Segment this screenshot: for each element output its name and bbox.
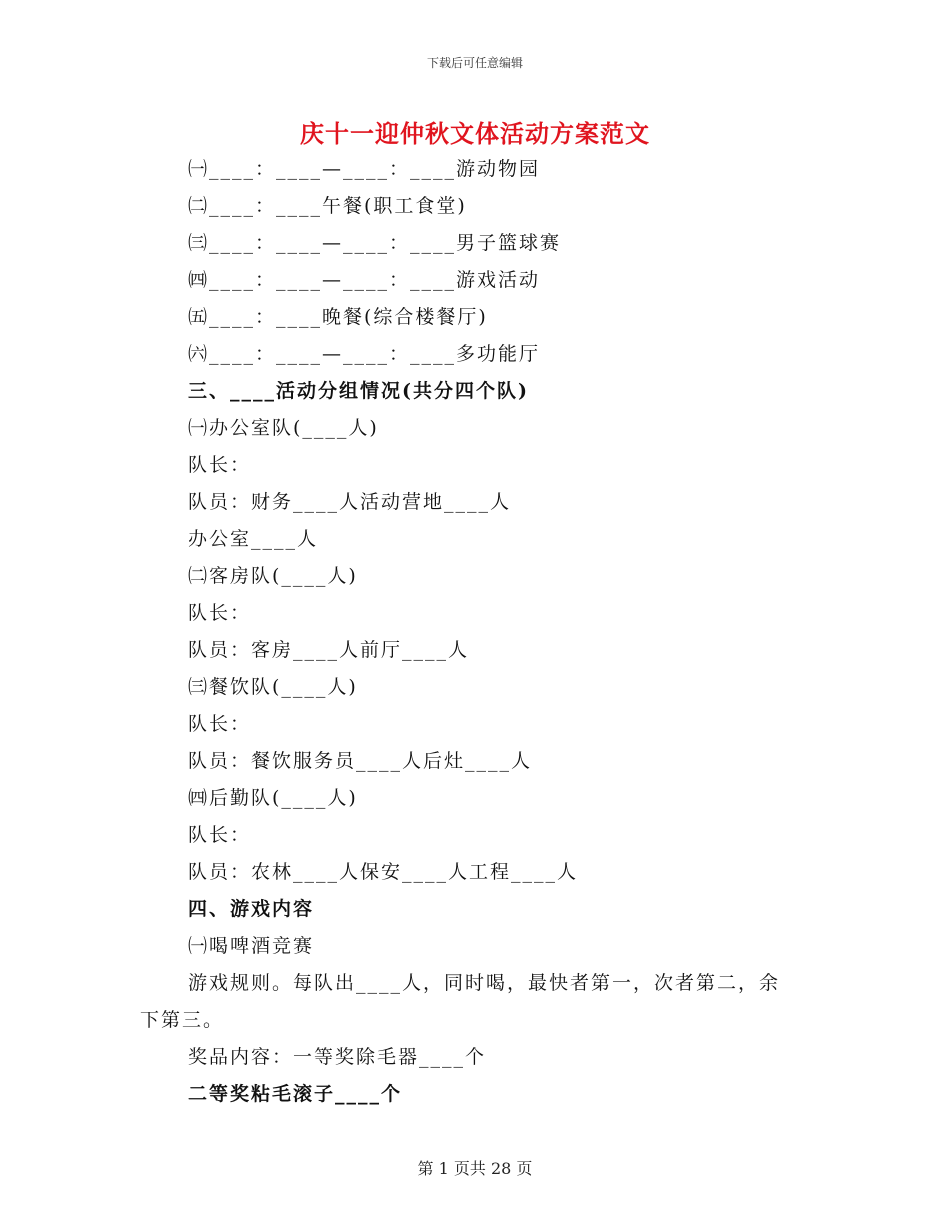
body-line: ㈢餐饮队(____人): [188, 676, 358, 698]
body-line: ㈠____：____—____：____游动物园: [188, 158, 541, 180]
body-line: 队员：农林____人保安____人工程____人: [188, 861, 579, 883]
body-line: 办公室____人: [188, 528, 319, 550]
body-line: 队长：: [188, 454, 252, 476]
body-line: ㈠喝啤酒竞赛: [188, 935, 315, 957]
body-line: 队长：: [188, 602, 252, 624]
section-heading: 二等奖粘毛滚子____个: [188, 1083, 403, 1105]
body-line: ㈠办公室队(____人): [188, 417, 379, 439]
body-line: ㈥____：____—____：____多功能厅: [188, 343, 541, 365]
document-title: 庆十一迎仲秋文体活动方案范文: [300, 119, 650, 148]
body-line: 队员：餐饮服务员____人后灶____人: [188, 750, 533, 772]
body-line: ㈣____：____—____：____游戏活动: [188, 269, 541, 291]
body-line: ㈢____：____—____：____男子篮球赛: [188, 232, 562, 254]
body-line: ㈡____：____午餐(职工食堂): [188, 195, 467, 217]
section-heading: 三、____活动分组情况(共分四个队): [188, 380, 529, 402]
body-line: 队员：财务____人活动营地____人: [188, 491, 512, 513]
body-line: 队长：: [188, 713, 252, 735]
body-line: 奖品内容：一等奖除毛器____个: [188, 1046, 487, 1068]
section-heading: 四、游戏内容: [188, 898, 315, 920]
body-line: 队员：客房____人前厅____人: [188, 639, 470, 661]
body-line: ㈣后勤队(____人): [188, 787, 358, 809]
page-footer: 第 1 页共 28 页: [417, 1159, 533, 1178]
body-line: 游戏规则。每队出____人，同时喝，最快者第一，次者第二，余: [188, 972, 781, 994]
body-line: 下第三。: [140, 1009, 225, 1031]
body-line: ㈤____：____晚餐(综合楼餐厅): [188, 306, 488, 328]
body-line: 队长：: [188, 824, 252, 846]
page-header: 下载后可任意编辑: [426, 56, 523, 70]
body-line: ㈡客房队(____人): [188, 565, 358, 587]
